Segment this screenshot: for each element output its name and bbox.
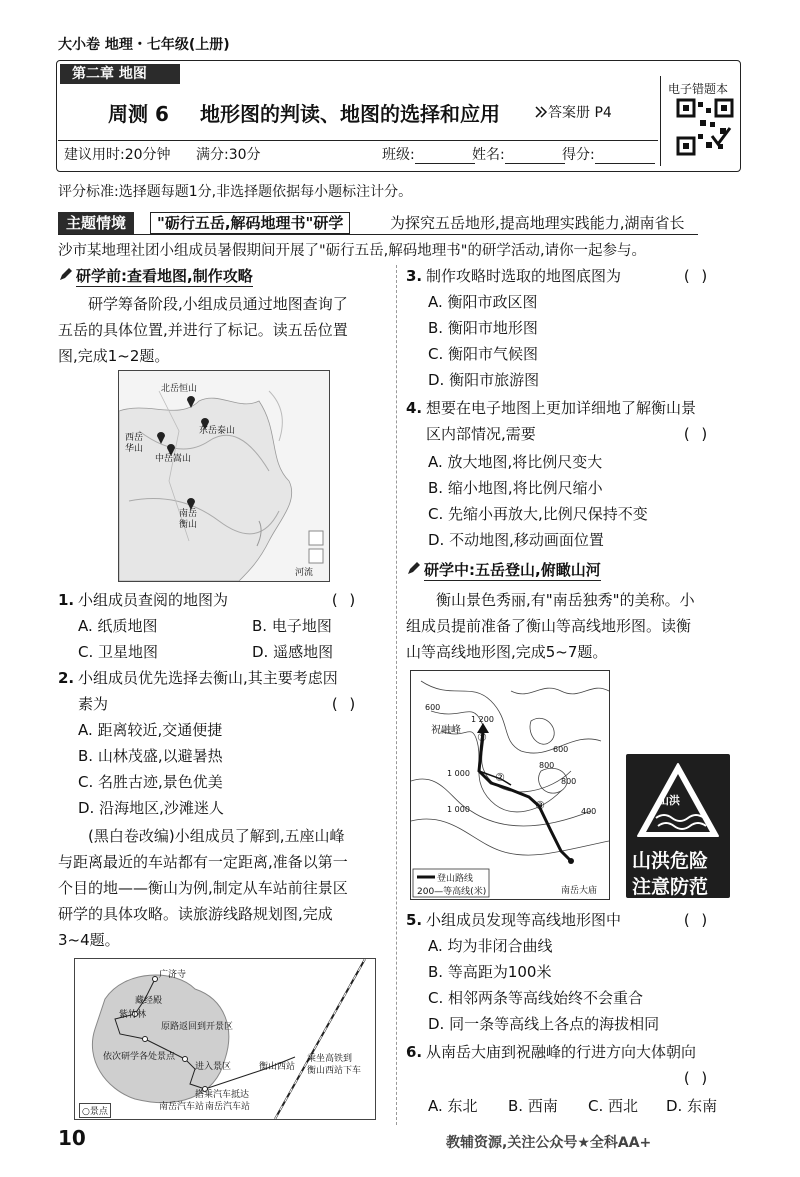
pencil-icon [406, 560, 422, 580]
contour-map [410, 670, 610, 900]
q6-option-b[interactable]: B. 西南 [508, 1097, 558, 1115]
q4-stem-1: 想要在电子地图上更加详细地了解衡山景 [426, 399, 697, 417]
q1-option-b[interactable]: B. 电子地图 [252, 617, 332, 635]
sec1-para-3: 图,完成1~2题。 [58, 347, 170, 365]
route-label-12: 南岳汽车站 [205, 1102, 251, 1112]
score-field [562, 146, 655, 164]
five-mountains-map [118, 370, 330, 582]
sec1-para-2: 五岳的具体位置,并进行了标记。读五岳位置 [58, 321, 348, 339]
q4-option-a[interactable]: A. 放大地图,将比例尺变大 [428, 453, 603, 471]
sec1-para-1: 研学筹备阶段,小组成员通过地图查询了 [88, 295, 348, 313]
contour-1200: 1 200 [471, 715, 494, 724]
route-label-11: 南岳汽车站 [159, 1102, 205, 1112]
q3-stem: 制作攻略时选取的地图底图为 [426, 267, 622, 285]
contour-1000-b: 1 000 [447, 805, 470, 814]
bw-para-2: 与距离最近的车站都有一定距离,准备以第一 [58, 853, 348, 871]
contour-400: 400 [581, 807, 597, 816]
route-label-2: 藏经殿 [135, 996, 163, 1006]
name-input-line[interactable] [505, 149, 565, 164]
sign-line-1: 山洪危险 [632, 850, 709, 872]
chapter-text: 第二章 地图 [72, 66, 147, 82]
point-1: ① [477, 731, 487, 744]
full-score: 满分:30分 [196, 147, 261, 163]
book-title: 大小卷 地理・七年级(上册) [58, 37, 230, 53]
sec2-para-2: 组成员提前准备了衡山等高线地形图。读衡 [406, 617, 692, 635]
test-subtitle: 地形图的判读、地图的选择和应用 [200, 102, 500, 126]
q2-option-c[interactable]: C. 名胜古迹,景色优美 [78, 773, 223, 791]
error-book-label: 电子错题本 [668, 82, 729, 96]
legend-contour: 200—等高线(米) [417, 887, 487, 897]
q5-option-d[interactable]: D. 同一条等高线上各点的海拔相同 [428, 1015, 660, 1033]
map-label-hengshan-south: 南岳衡山 [179, 509, 198, 530]
q4-option-b[interactable]: B. 缩小地图,将比例尺缩小 [428, 479, 603, 497]
name-field [472, 146, 565, 164]
q1-stem: 小组成员查阅的地图为 [78, 591, 229, 609]
bw-para-1: (黑白卷改编)小组成员了解到,五座山峰 [88, 827, 345, 845]
q1-number: 1. [58, 591, 75, 609]
route-label-7: 衡山西站 [259, 1062, 296, 1072]
q6-option-a[interactable]: A. 东北 [428, 1097, 478, 1115]
q6-option-d[interactable]: D. 东南 [666, 1097, 718, 1115]
theme-intro-2: 沙市某地理社团小组成员暑假期间开展了"砺行五岳,解码地理书"的研学活动,请你一起参与。 [58, 243, 647, 259]
section-during-title: 研学中:五岳登山,俯瞰山河 [424, 561, 601, 579]
contour-800-b: 800 [561, 777, 577, 786]
chevron-right-icon [534, 104, 548, 124]
name-label: 姓名: [472, 147, 505, 163]
section-before-title: 研学前:查看地图,制作攻略 [76, 267, 253, 285]
contour-1000-a: 1 000 [447, 769, 470, 778]
sec2-para-1: 衡山景色秀丽,有"南岳独秀"的美称。小 [436, 591, 695, 609]
route-legend: ○景点 [79, 1103, 111, 1118]
map-label-songshan: 中岳嵩山 [155, 454, 192, 464]
route-label-8: 乘坐高铁到 [307, 1054, 353, 1064]
route-label-4: 原路返回到开景区 [161, 1022, 234, 1032]
q2-stem-2: 素为 [78, 695, 109, 713]
point-3: ③ [535, 799, 545, 812]
pin-icon [157, 429, 165, 448]
q2-option-a[interactable]: A. 距离较近,交通便捷 [78, 721, 223, 739]
q5-answer-blank[interactable]: ( ) [682, 911, 710, 929]
map-label-taishan: 东岳泰山 [199, 426, 236, 436]
point-2: ② [495, 771, 505, 784]
contour-600-b: 600 [553, 745, 569, 754]
test-title: 周测 6 [108, 102, 169, 126]
q2-number: 2. [58, 669, 75, 687]
q5-stem: 小组成员发现等高线地形图中 [426, 911, 622, 929]
contour-600-a: 600 [425, 703, 441, 712]
travel-route-map [74, 958, 376, 1120]
contour-800-a: 800 [539, 761, 555, 770]
score-input-line[interactable] [595, 149, 655, 164]
q5-option-a[interactable]: A. 均为非闭合曲线 [428, 937, 553, 955]
map-legend-river: 河流 [295, 568, 314, 578]
sign-line-2: 注意防范 [632, 876, 709, 898]
class-input-line[interactable] [415, 149, 475, 164]
theme-tag: 主题情境 [58, 212, 134, 234]
route-label-5: 依次研学各处景点 [103, 1052, 176, 1062]
pencil-icon [58, 266, 74, 286]
page-number: 10 [58, 1126, 86, 1150]
theme-title: "砺行五岳,解码地理书"研学 [150, 212, 350, 234]
route-label-6: 进入景区 [195, 1062, 232, 1072]
footer-promo: 教辅资源,关注公众号★全科AA+ [446, 1135, 652, 1151]
q6-number: 6. [406, 1043, 423, 1061]
sign-top-text: 山洪 [658, 794, 680, 807]
q1-option-a[interactable]: A. 纸质地图 [78, 617, 158, 635]
header-divider [58, 140, 658, 141]
bw-para-4: 研学的具体攻略。读旅游线路规划图,完成 [58, 905, 333, 923]
answer-ref: 答案册 P4 [548, 105, 612, 121]
route-label-9: 衡山西站下车 [307, 1066, 362, 1076]
column-divider [396, 265, 397, 1125]
sec2-para-3: 山等高线地形图,完成5~7题。 [406, 643, 608, 661]
q3-option-d[interactable]: D. 衡阳市旅游图 [428, 371, 540, 389]
q4-option-d[interactable]: D. 不动地图,移动画面位置 [428, 531, 604, 549]
q4-answer-blank[interactable]: ( ) [682, 425, 710, 443]
q5-number: 5. [406, 911, 423, 929]
q5-option-b[interactable]: B. 等高距为100米 [428, 963, 552, 981]
route-label-1: 广济寺 [159, 970, 187, 980]
q2-answer-blank[interactable]: ( ) [330, 695, 358, 713]
q4-option-c[interactable]: C. 先缩小再放大,比例尺保持不变 [428, 505, 648, 523]
bw-para-5: 3~4题。 [58, 931, 120, 949]
q1-option-c[interactable]: C. 卫星地图 [78, 643, 159, 661]
class-field [382, 146, 475, 164]
q1-answer-blank[interactable]: ( ) [330, 591, 358, 609]
map-label-huashan: 西岳华山 [125, 433, 144, 454]
q1-option-d[interactable]: D. 遥感地图 [252, 643, 334, 661]
q3-option-a[interactable]: A. 衡阳市政区图 [428, 293, 538, 311]
legend-route: 登山路线 [437, 874, 474, 884]
peak-label: 祝融峰 [431, 725, 461, 736]
temple-label: 南岳大庙 [561, 886, 598, 896]
q6-stem: 从南岳大庙到祝融峰的行进方向大体朝向 [426, 1043, 697, 1061]
map-label-hengshan-north: 北岳恒山 [161, 384, 198, 394]
class-label: 班级: [382, 147, 415, 163]
q4-stem-2: 区内部情况,需要 [426, 425, 536, 443]
route-label-3: 紫竹林 [119, 1010, 147, 1020]
q6-answer-blank[interactable]: ( ) [682, 1069, 710, 1087]
q2-option-d[interactable]: D. 沿海地区,沙滩迷人 [78, 799, 224, 817]
q4-number: 4. [406, 399, 423, 417]
pin-icon [187, 393, 195, 412]
suggested-time: 建议用时:20分钟 [64, 147, 171, 163]
grading-standard: 评分标准:选择题每题1分,非选择题依据每小题标注计分。 [58, 184, 413, 200]
qr-code-icon[interactable] [676, 98, 734, 160]
score-label: 得分: [562, 147, 595, 163]
route-label-10: 搭乘汽车抵达 [195, 1090, 250, 1100]
q2-option-b[interactable]: B. 山林茂盛,以避暑热 [78, 747, 223, 765]
flood-warning-sign [626, 754, 730, 898]
q5-option-c[interactable]: C. 相邻两条等高线始终不会重合 [428, 989, 644, 1007]
q3-option-c[interactable]: C. 衡阳市气候图 [428, 345, 539, 363]
q6-option-c[interactable]: C. 西北 [588, 1097, 639, 1115]
q2-stem-1: 小组成员优先选择去衡山,其主要考虑因 [78, 669, 338, 687]
theme-intro-1: 为探究五岳地形,提高地理实践能力,湖南省长 [390, 214, 685, 232]
bw-para-3: 个目的地——衡山为例,制定从车站前往景区 [58, 879, 348, 897]
q3-number: 3. [406, 267, 423, 285]
q3-option-b[interactable]: B. 衡阳市地形图 [428, 319, 538, 337]
q3-answer-blank[interactable]: ( ) [682, 267, 710, 285]
